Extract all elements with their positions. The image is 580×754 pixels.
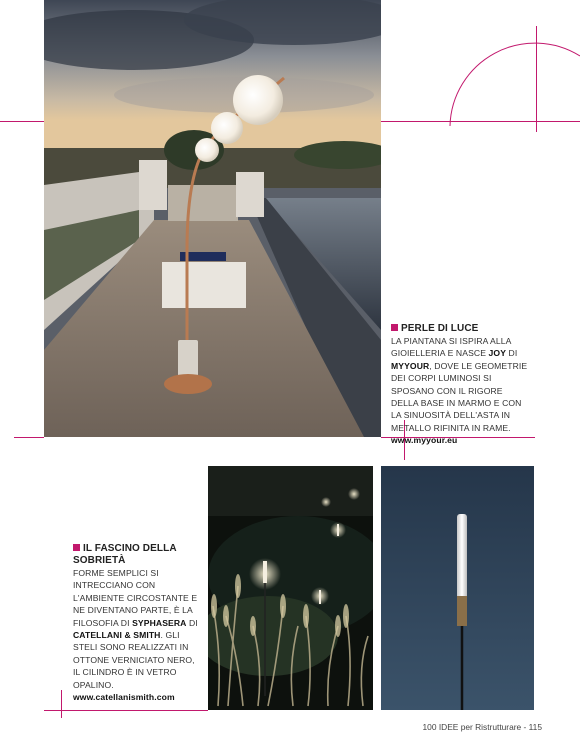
decorative-arc <box>440 30 580 130</box>
product-name: JOY <box>488 348 507 359</box>
bullet-square-icon <box>391 324 398 331</box>
crop-line-left-mid <box>14 437 44 438</box>
photo-night-garden <box>208 466 373 710</box>
brand-url[interactable]: www.myyour.eu <box>391 435 458 446</box>
caption-title <box>391 323 531 335</box>
brand-name: MYYOUR <box>391 360 430 371</box>
caption-body-part: . GLI STELI SONO REALIZZATI IN OTTONE VERNICIATO NERO, IL CILINDRO È IN VETRO OPALINO. <box>73 630 195 690</box>
bullet-square-icon <box>73 544 80 551</box>
crop-line-left-bottom <box>44 710 208 711</box>
crop-line-vertical-bottom <box>61 690 62 718</box>
brand-name: CATELLANI & SMITH <box>73 630 161 641</box>
caption-fascino-sobrieta <box>73 543 199 703</box>
caption-perle-di-luce <box>391 323 531 447</box>
photo-stake-light <box>381 466 534 710</box>
caption-body-part: LA PIANTANA SI ISPIRA ALLA GIOIELLERIA E NASCE <box>391 336 511 359</box>
photo-terrace-floor-lamp <box>44 0 381 437</box>
crop-line-left-top <box>0 121 44 122</box>
caption-title-text: IL FASCINO DELLA SOBRIETÀ <box>73 543 177 566</box>
page-footer: 100 IDEE per Ristrutturare - 115 <box>422 722 542 732</box>
caption-body-part: DI <box>186 617 198 628</box>
caption-title-text: PERLE DI LUCE <box>401 323 479 334</box>
caption-body-part: , DOVE LE GEOMETRIE DEI CORPI LUMINOSI SI SPOSANO CON IL RIGORE DELLA BASE IN MARMO E CON LA SINUOSITÀ DELL'ASTA IN METALLO RIFINITA IN RAME. <box>391 360 528 433</box>
caption-body-part: FORME SEMPLICI SI INTRECCIANO CON L'AMBIENTE CIRCOSTANTE E NE DIVENTANO PARTE, È LA FILOSOFIA DI <box>73 568 198 628</box>
caption-body-part: DI <box>506 348 518 359</box>
product-name: SYPHASERA <box>132 617 187 628</box>
caption-title <box>73 543 199 567</box>
brand-url[interactable]: www.catellanismith.com <box>73 692 175 703</box>
